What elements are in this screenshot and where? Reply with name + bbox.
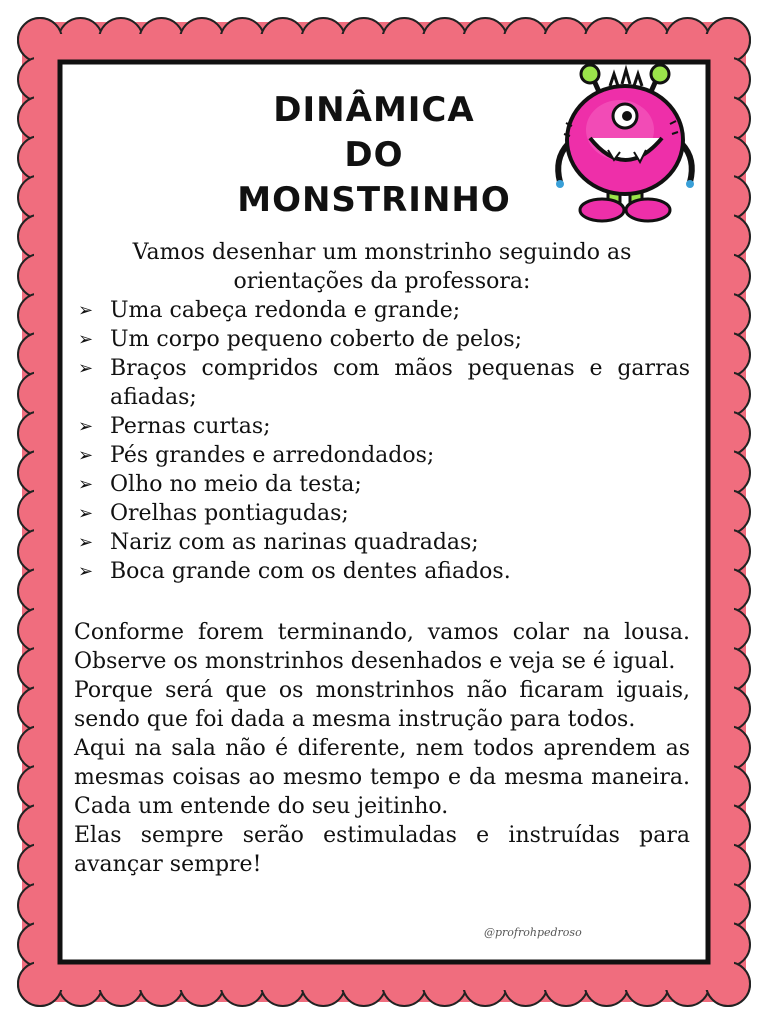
instruction-item	[74, 325, 690, 354]
intro-text: Vamos desenhar um monstrinho seguindo as orientações da professora:	[132, 240, 632, 294]
paragraph: Aqui na sala não é diferente, nem todos aprendem as mesmas coisas ao mesmo tempo e da mesma maneira. Cada um entende do seu jeitinho.	[74, 736, 690, 819]
instruction-text: Braços compridos com mãos pequenas e garras afiadas;	[110, 356, 690, 410]
instruction-item	[74, 441, 690, 470]
instruction-text: Pernas curtas;	[110, 414, 271, 439]
instruction-text: Olho no meio da testa;	[110, 472, 362, 497]
arrow-bullet-icon: ➢	[78, 416, 94, 437]
arrow-bullet-icon: ➢	[78, 300, 94, 321]
title-line-1: DINÂMICA	[273, 90, 475, 130]
instruction-item	[74, 557, 690, 586]
instruction-text: Um corpo pequeno coberto de pelos;	[110, 327, 523, 352]
arrow-bullet-icon: ➢	[78, 474, 94, 495]
paragraph: Conforme forem terminando, vamos colar na lousa. Observe os monstrinhos desenhados e veja se é igual.	[74, 620, 690, 674]
instruction-item	[74, 354, 690, 412]
instruction-item	[74, 470, 690, 499]
content-area	[74, 78, 690, 946]
arrow-bullet-icon: ➢	[78, 561, 94, 582]
instruction-item	[74, 528, 690, 557]
instruction-list	[74, 296, 690, 586]
instruction-item	[74, 499, 690, 528]
title-line-2: DO	[344, 135, 404, 175]
page-title	[214, 88, 534, 223]
instruction-text: Uma cabeça redonda e grande;	[110, 298, 461, 323]
reflection-text	[74, 618, 690, 879]
arrow-bullet-icon: ➢	[78, 503, 94, 524]
title-line-3: MONSTRINHO	[237, 180, 511, 220]
instruction-text: Boca grande com os dentes afiados.	[110, 559, 511, 584]
arrow-bullet-icon: ➢	[78, 532, 94, 553]
instruction-item	[74, 412, 690, 441]
instruction-text: Nariz com as narinas quadradas;	[110, 530, 479, 555]
paragraph: Elas sempre serão estimuladas e instruídas para avançar sempre!	[74, 823, 690, 877]
instruction-text: Orelhas pontiagudas;	[110, 501, 349, 526]
arrow-bullet-icon: ➢	[78, 358, 94, 379]
instruction-item	[74, 296, 690, 325]
instruction-text: Pés grandes e arredondados;	[110, 443, 435, 468]
pink-monster-icon	[550, 64, 700, 224]
arrow-bullet-icon: ➢	[78, 329, 94, 350]
paragraph: Porque será que os monstrinhos não ficaram iguais, sendo que foi dada a mesma instrução para todos.	[74, 678, 690, 732]
arrow-bullet-icon: ➢	[78, 445, 94, 466]
author-credit: @profrohpedroso	[484, 926, 582, 939]
